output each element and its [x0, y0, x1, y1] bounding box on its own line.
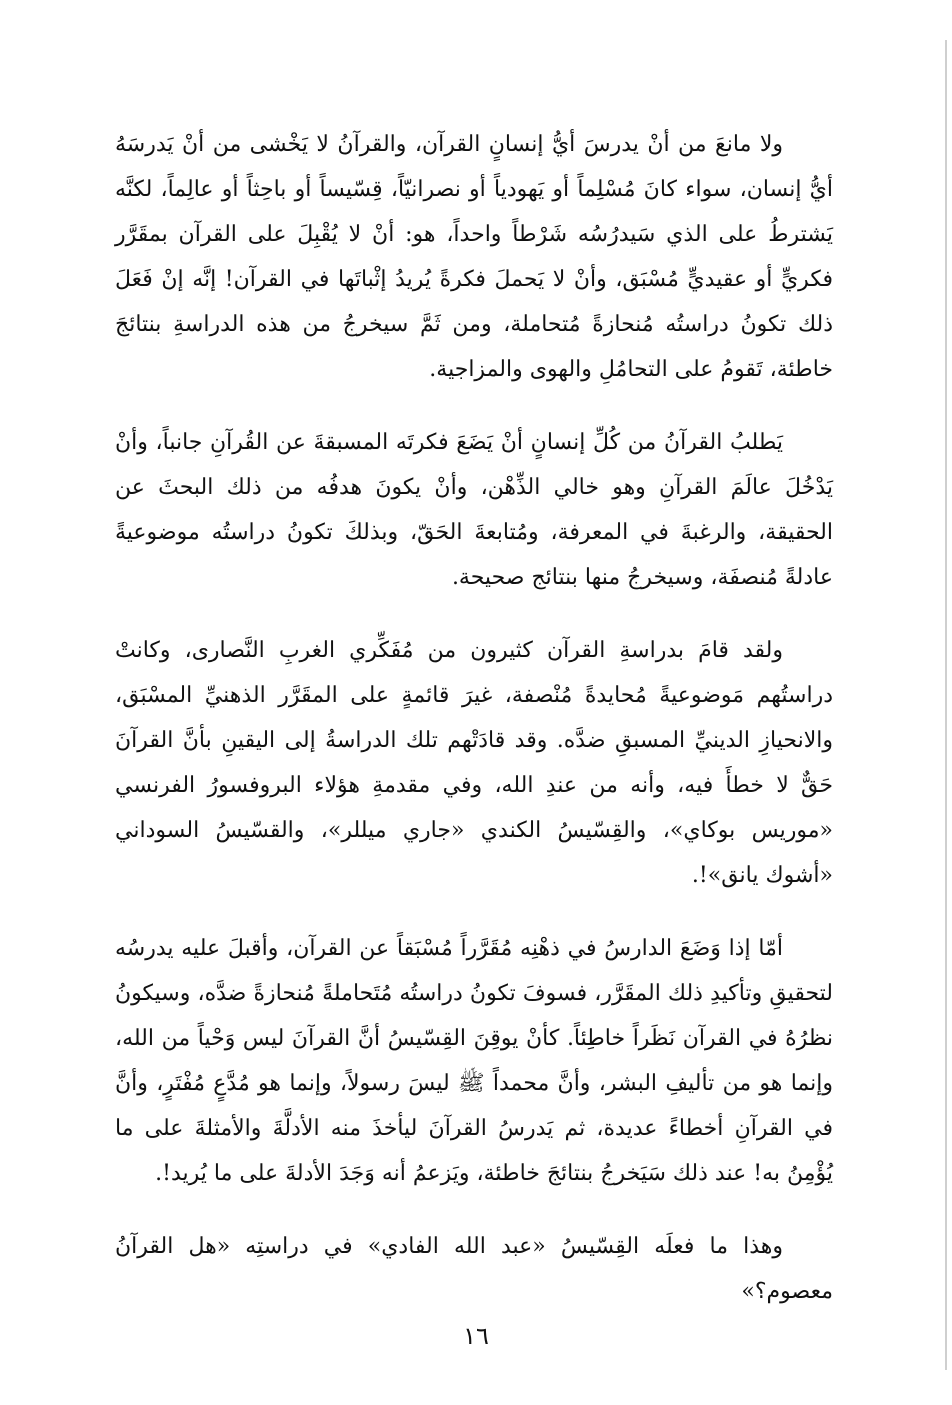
paragraph-5: وهذا ما فعلَه القِسّيسُ «عبد الله الفادي» في دراستِه «هل القرآنُ معصوم؟»: [115, 1234, 833, 1304]
body-text: [115, 122, 833, 1314]
paragraph-3: ولقد قامَ بدراسةِ القرآن كثيرون من مُفَكِّري الغربِ النَّصارى، وكانتْ دراستُهم مَوضوعيةً مُحايدةً مُنْصفة، غيرَ قائمةٍ على المقَرَّر الذهنيِّ المسْبَق، والانحيازِ الدينيِّ المسبقِ ضدَّه. وقد قادَتْهم تلك الدراسةُ إلى اليقينِ بأنَّ القرآنَ حَقٌّ لا خطأَ فيه، وأنه من عندِ الله، وفي مقدمةِ هؤلاء البروفسورُ الفرنسي «موريس بوكاي»، والقِسّيسُ الكندي «جاري ميللر»، والقسّيسُ السوداني «أشوك يانق»!.: [115, 638, 833, 888]
paragraph-2: يَطلبُ القرآنُ من كُلِّ إنسانٍ أنْ يَضَعَ فكرتَه المسبقةَ عن القُرآنِ جانباً، وأنْ يَدْخُلَ عالَمَ القرآنِ وهو خالي الذِّهْن، وأنْ يكونَ هدفُه من ذلك البحثَ عن الحقيقة، والرغبةَ في المعرفة، ومُتابعةَ الحَقّ، وبذلكَ تكونُ دراستُه موضوعيةً عادلةً مُنصفَة، وسيخرجُ منها بنتائج صحيحة.: [115, 430, 833, 590]
paragraph-1: ولا مانعَ من أنْ يدرسَ أيُّ إنسانٍ القرآن، والقرآنُ لا يَخْشى من أنْ يَدرسَهُ أيُّ إنسان، سواء كانَ مُسْلِماً أو يَهودياً أو نصرانيّاً، قِسّيساً أو باحِثاً أو عالِماً، لكنَّه يَشترطُ على الذي سَيدرُسُه شَرْطاً واحداً، هو: أنْ لا يُقْبِلَ على القرآن بمقَرَّر فكريٍّ أو عقيديٍّ مُسْبَق، وأنْ لا يَحملَ فكرةً يُريدُ إثْباتَها في القرآن! إنَّه إنْ فَعَلَ ذلك تكونُ دراستُه مُنحازةً مُتحاملة، ومن ثَمَّ سيخرجُ من هذه الدراسةِ بنتائجَ خاطئة، تَقومُ على التحامُلِ والهوى والمزاجية.: [115, 132, 833, 382]
paragraph-4: أمّا إذا وَضَعَ الدارسُ في ذهْنِه مُقَرَّراً مُسْبَقاً عن القرآن، وأقبلَ عليه يدرسُه لتحقيقِ وتأكيدِ ذلك المقَرَّر، فسوفَ تكونُ دراستُه مُتَحاملةً مُنحازةً ضدَّه، وسيكونُ نظرُهُ في القرآن نَظَراً خاطِئاً. كأنْ يوقِنَ القِسّيسُ أنَّ القرآنَ ليس وَحْياً من الله، وإنما هو من تأليفِ البشر، وأنَّ محمداً ﷺ ليسَ رسولاً، وإنما هو مُدَّعٍ مُفْتَرٍ، وأنَّ في القرآنِ أخطاءً عديدة، ثم يَدرسُ القرآنَ ليأخذَ منه الأدلَّةَ والأمثلةَ على ما يُؤْمِنُ به! عند ذلك سَيَخرجُ بنتائجَ خاطئة، ويَزعمُ أنه وَجَدَ الأدلةَ على ما يُريد!.: [115, 936, 833, 1186]
page-number: ١٦: [463, 1322, 489, 1350]
scan-edge-line: [945, 40, 947, 1370]
